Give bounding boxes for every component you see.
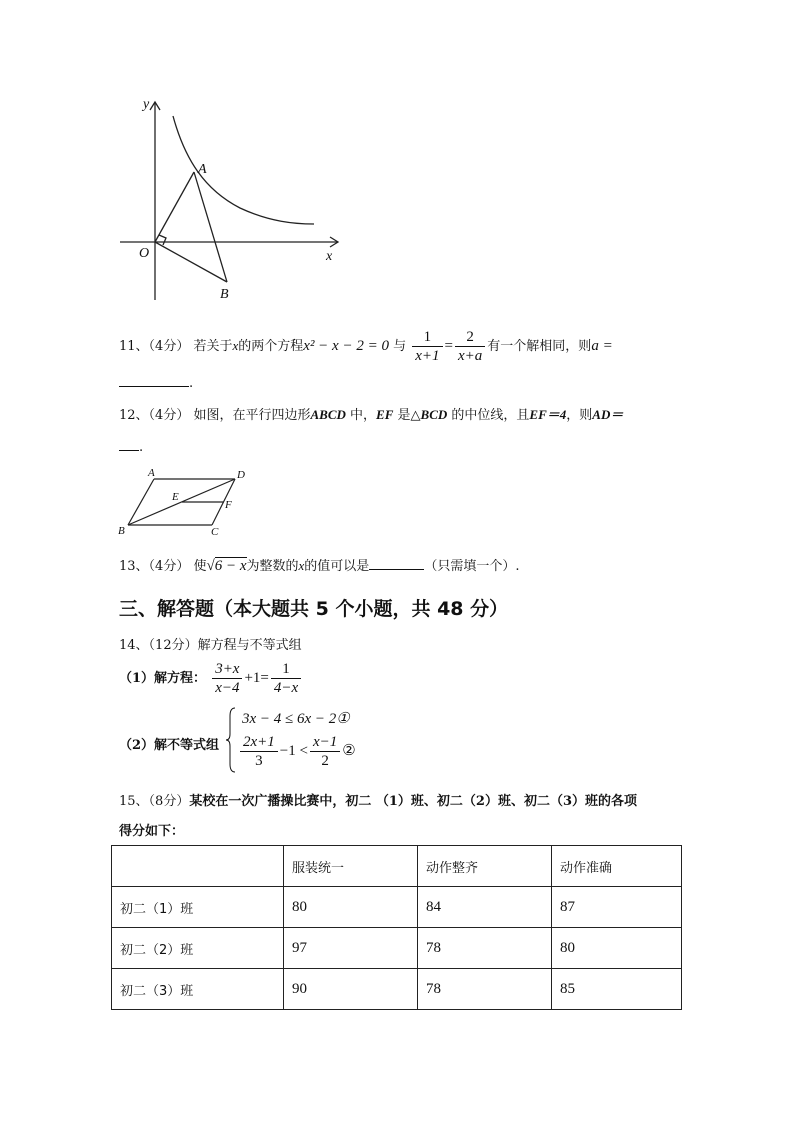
q14-part2-label: （2）解不等式组 xyxy=(119,738,220,753)
section-title: 三、解答题（本大题共 5 个小题，共 48 分） xyxy=(119,598,509,620)
vertex-b-label: B xyxy=(118,525,125,537)
denominator: x+a xyxy=(458,348,483,364)
q12-number: 12、 xyxy=(119,408,149,423)
table-cell: 84 xyxy=(418,887,552,928)
denominator: 4−x xyxy=(273,680,299,696)
table-header: 动作准确 xyxy=(552,846,682,887)
q14-part-2-label xyxy=(119,734,219,753)
ineq2-fraction-2 xyxy=(310,733,340,770)
denominator: x−4 xyxy=(215,680,240,696)
q11-score: （4分） xyxy=(148,339,190,354)
period: . xyxy=(139,440,144,455)
q11-tail: a = xyxy=(591,338,613,354)
q12-text: 的中位线，且 xyxy=(451,408,530,423)
question-12 xyxy=(119,404,623,423)
answer-blank[interactable] xyxy=(119,438,139,451)
q11-text: 的两个方程 xyxy=(238,339,304,354)
numerator: 2 xyxy=(455,328,485,347)
scores-table xyxy=(111,845,682,1010)
vertex-a-label: A xyxy=(148,467,155,479)
question-11 xyxy=(119,328,613,365)
table-cell: 78 xyxy=(418,969,552,1010)
q12-ad: AD＝ xyxy=(592,407,624,422)
table-header: 动作整齐 xyxy=(418,846,552,887)
q13-text: （只需填一个）. xyxy=(424,559,520,574)
q11-fraction-2 xyxy=(455,328,485,365)
q12-ef-value: EF＝4 xyxy=(529,407,567,422)
q14-title: 解方程与不等式组 xyxy=(197,638,302,653)
q11-var: x xyxy=(232,338,239,353)
q12-abcd: ABCD xyxy=(310,407,346,422)
point-e-label: E xyxy=(172,491,179,503)
q14-fraction-1 xyxy=(212,660,242,697)
inequality-2 xyxy=(238,733,356,770)
q12-text: ，则 xyxy=(566,408,593,423)
q13-var: x xyxy=(298,558,305,573)
y-axis-label: y xyxy=(143,97,150,112)
numerator: 1 xyxy=(271,660,301,679)
point-a-label: A xyxy=(198,162,207,177)
x-axis-label: x xyxy=(326,249,333,264)
question-14 xyxy=(119,634,302,653)
q15-number: 15、 xyxy=(119,794,149,809)
question-13 xyxy=(119,555,519,575)
q11-equation: x² − x − 2 = 0 xyxy=(303,338,389,354)
q11-text: 与 xyxy=(393,339,407,354)
q12-text: 是△ xyxy=(397,408,421,423)
table-cell: 78 xyxy=(418,928,552,969)
q13-text: 为整数的 xyxy=(246,559,299,574)
q11-answer-line[interactable] xyxy=(119,374,193,391)
numerator: 1 xyxy=(412,328,442,347)
brace-icon xyxy=(225,706,237,774)
table-cell: 80 xyxy=(284,887,418,928)
equals-sign: = xyxy=(444,338,454,354)
table-row xyxy=(112,887,682,928)
table-cell: 90 xyxy=(284,969,418,1010)
denominator: 2 xyxy=(321,753,329,769)
q15-line2: 得分如下： xyxy=(119,824,185,839)
point-f-label: F xyxy=(225,499,232,511)
point-b-label: B xyxy=(220,287,229,302)
q12-answer-line[interactable] xyxy=(119,438,143,455)
figure-parallelogram xyxy=(110,460,260,540)
denominator: 3 xyxy=(255,753,263,769)
q11-text: 有一个解相同，则 xyxy=(487,339,592,354)
numerator: x−1 xyxy=(310,733,340,752)
answer-blank[interactable] xyxy=(119,374,189,387)
table-header xyxy=(112,846,284,887)
table-header-row xyxy=(112,846,682,887)
table-cell: 初二（1）班 xyxy=(112,887,284,928)
table-header: 服装统一 xyxy=(284,846,418,887)
q11-fraction-1 xyxy=(412,328,442,365)
vertex-c-label: C xyxy=(211,526,219,538)
ineq2-mid: −1 < xyxy=(279,743,308,759)
q14-fraction-2 xyxy=(271,660,301,697)
table-cell: 87 xyxy=(552,887,682,928)
q14-number: 14、 xyxy=(119,638,149,653)
origin-label: O xyxy=(139,246,150,261)
denominator: x+1 xyxy=(415,348,440,364)
q12-text: 中， xyxy=(350,408,377,423)
table-cell: 80 xyxy=(552,928,682,969)
answer-blank[interactable] xyxy=(369,557,424,570)
q13-text: 的值可以是 xyxy=(304,559,370,574)
q13-number: 13、 xyxy=(119,559,149,574)
q11-number: 11、 xyxy=(119,339,149,354)
q11-text: 若关于 xyxy=(193,339,233,354)
q13-text: 使 xyxy=(193,559,207,574)
figure-hyperbola-triangle xyxy=(110,90,350,310)
q15-line1: 某校在一次广播操比赛中，初二 （1）班、初二（2）班、初二（3）班的各项 xyxy=(189,794,637,809)
ineq2-fraction-1 xyxy=(240,733,278,770)
inequality-1: 3x − 4 ≤ 6x − 2① xyxy=(242,711,350,727)
vertex-d-label: D xyxy=(237,469,245,481)
q14-score: （12分） xyxy=(148,638,198,653)
numerator: 3+x xyxy=(212,660,242,679)
table-cell: 初二（2）班 xyxy=(112,928,284,969)
q14-part-1 xyxy=(119,660,303,697)
table-cell: 97 xyxy=(284,928,418,969)
q13-score: （4分） xyxy=(148,559,190,574)
numerator: 2x+1 xyxy=(240,733,278,752)
q14-part1-label: （1）解方程： xyxy=(119,671,207,686)
q13-radicand: 6 − x xyxy=(214,558,247,574)
q12-score: （4分） xyxy=(148,408,190,423)
sqrt-symbol: √ xyxy=(206,558,215,574)
table-cell: 85 xyxy=(552,969,682,1010)
q14-mid: +1= xyxy=(244,670,269,686)
q12-ef: EF xyxy=(376,407,394,422)
table-row xyxy=(112,969,682,1010)
q12-bcd: BCD xyxy=(420,407,448,422)
q12-text: 如图，在平行四边形 xyxy=(193,408,311,423)
q15-score: （8分） xyxy=(148,794,190,809)
period: . xyxy=(189,376,194,391)
ineq2-mark: ② xyxy=(342,743,356,759)
table-row xyxy=(112,928,682,969)
question-15 xyxy=(119,790,637,809)
table-cell: 初二（3）班 xyxy=(112,969,284,1010)
